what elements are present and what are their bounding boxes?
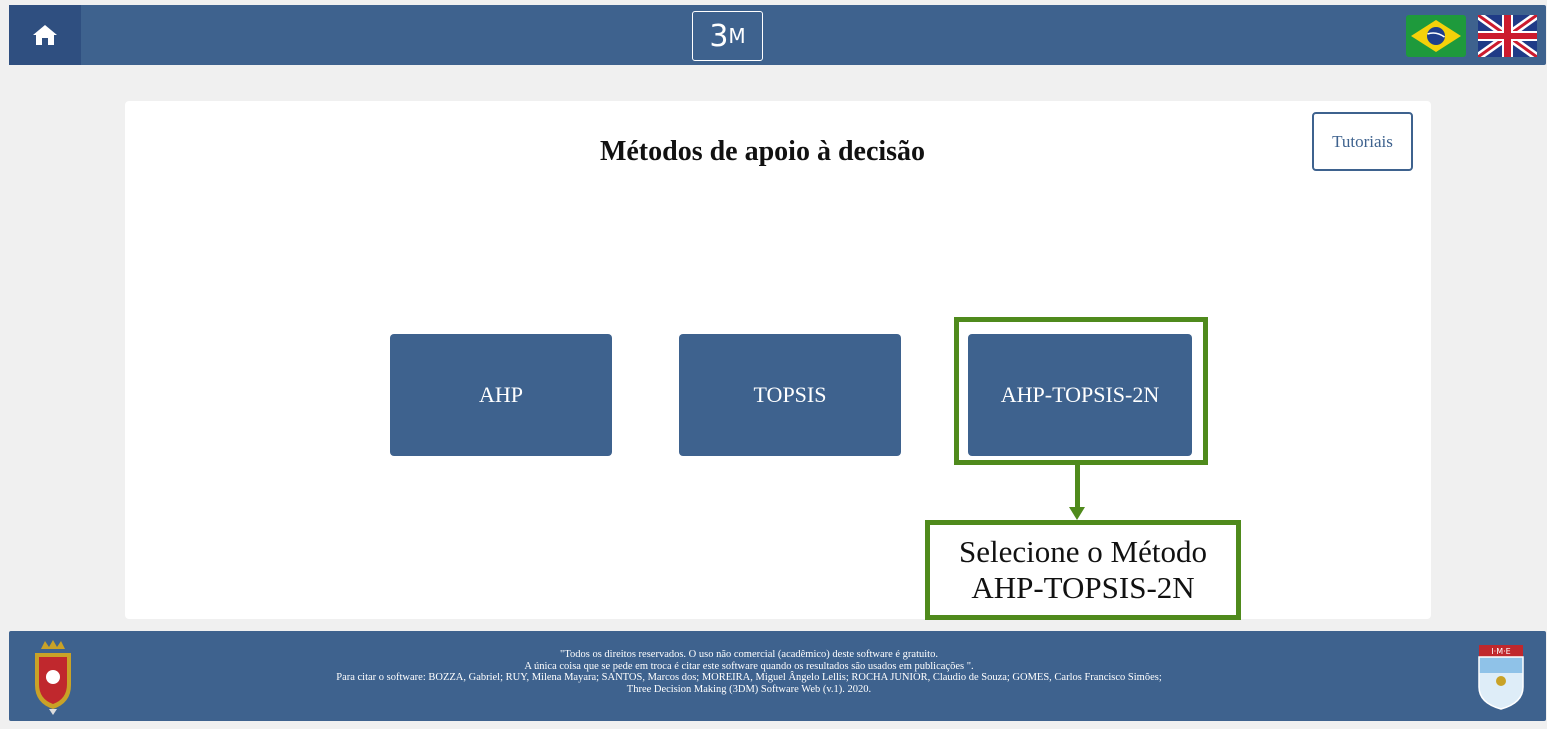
callout-line-2: AHP-TOPSIS-2N (971, 570, 1195, 605)
uk-flag-icon[interactable] (1478, 15, 1537, 57)
top-navbar (9, 5, 1546, 65)
ahp-topsis-2n-method-button[interactable]: AHP-TOPSIS-2N (968, 334, 1192, 456)
arrow-line (1075, 465, 1080, 509)
app-logo[interactable]: 3 M (692, 11, 763, 61)
ime-crest-icon (1477, 643, 1525, 711)
brazil-flag-icon[interactable] (1406, 15, 1466, 57)
home-icon (32, 24, 58, 46)
svg-text:I·M·E: I·M·E (1491, 647, 1511, 656)
main-card (125, 101, 1431, 619)
arrow-head-icon (1069, 507, 1085, 520)
footer (9, 631, 1546, 721)
highlight-box (954, 317, 1208, 465)
ahp-method-button[interactable]: AHP (390, 334, 612, 456)
army-crest-icon (27, 639, 79, 715)
tutorials-button[interactable]: Tutoriais (1312, 112, 1413, 171)
instruction-callout (925, 520, 1241, 620)
callout-line-1: Selecione o Método (959, 534, 1207, 569)
copyright-text: "Todos os direitos reservados. O uso não comercial (acadêmico) deste software é gratuito. A única coisa que se pede em troca é citar este software quando os resultados são usados em publicações ". Para citar o software: BOZZA, Gabriel; RUY, Milena Mayara; SANTOS, Marcos dos; MOREIRA, Miguel Ângelo Lellis; ROCHA JUNIOR, Claudio de Souza; GOMES, Carlos Francisco Simões; Three Decision Making (3DM) Software Web (v.1). 2020. (336, 649, 1162, 695)
home-button[interactable] (9, 5, 81, 65)
page-title: Métodos de apoio à decisão (599, 136, 926, 167)
topsis-method-button[interactable]: TOPSIS (679, 334, 901, 456)
